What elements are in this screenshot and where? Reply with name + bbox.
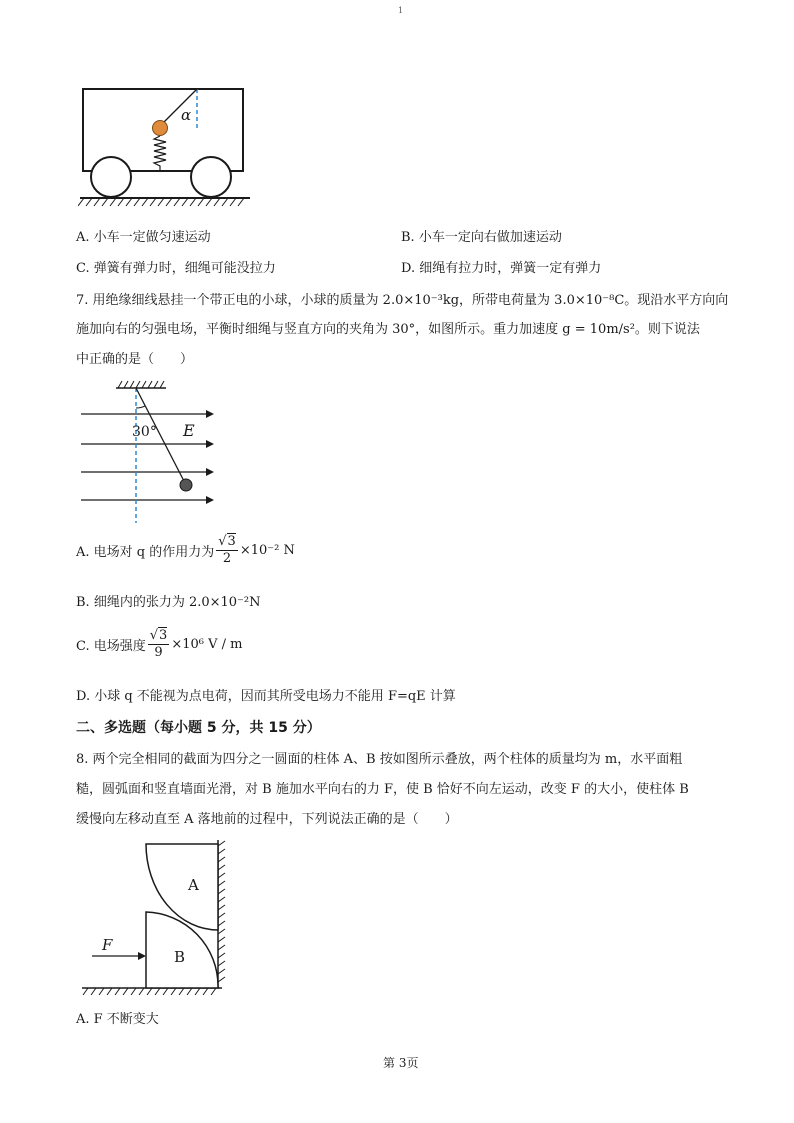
cart-figure xyxy=(78,85,258,215)
q7-option-c-suffix: ×10⁶ V / m xyxy=(171,637,243,652)
q6-option-b: B. 小车一定向右做加速运动 xyxy=(401,230,562,245)
q7-option-a-fraction: $\frac{√3}{2}$ xyxy=(218,534,236,566)
force-f-label: F xyxy=(102,936,113,954)
q7-option-b: B. 细绳内的张力为 2.0×10⁻²N xyxy=(76,595,261,610)
q8-stem-line-1: 8. 两个完全相同的截面为四分之一圆面的柱体 A、B 按如图所示叠放，两个柱体的质量均为 m，水平面粗 xyxy=(76,752,683,767)
label-b: B xyxy=(174,948,186,966)
ball xyxy=(153,121,168,136)
q7-option-d: D. 小球 q 不能视为点电荷，因而其所受电场力不能用 F=qE 计算 xyxy=(76,689,456,704)
electric-field-figure xyxy=(76,378,216,523)
q7-option-c-denominator: 9 xyxy=(154,645,163,660)
page-marker: 1 xyxy=(398,6,404,15)
ground-hatch xyxy=(78,198,244,206)
q6-option-a: A. 小车一定做匀速运动 xyxy=(76,230,211,245)
q7-option-a-numerator: 3 xyxy=(227,534,236,549)
angle-alpha-label: α xyxy=(181,106,192,124)
page-number: 第 3页 xyxy=(383,1056,419,1070)
q7-option-c-prefix: C. 电场强度 xyxy=(76,639,146,654)
q6-option-c: C. 弹簧有弹力时，细绳可能没拉力 xyxy=(76,261,276,276)
q7-stem-line-3: 中正确的是（ ） xyxy=(76,352,194,367)
angle-arc xyxy=(136,406,145,408)
field-e-label: E xyxy=(183,421,195,440)
label-a: A xyxy=(188,876,199,894)
charged-ball xyxy=(180,479,192,491)
q7-stem-line-1: 7. 用绝缘细线悬挂一个带正电的小球，小球的质量为 2.0×10⁻³kg，所带电荷量为 3.0×10⁻⁸C。现沿水平方向向 xyxy=(76,293,729,308)
q7-option-c-numerator: 3 xyxy=(159,628,168,643)
left-wheel xyxy=(91,157,131,197)
q7-option-a-prefix: A. 电场对 q 的作用力为 xyxy=(76,545,215,560)
q7-option-a xyxy=(76,534,295,567)
ground-hatch xyxy=(83,988,216,995)
right-wheel xyxy=(191,157,231,197)
q6-option-d: D. 细绳有拉力时，弹簧一定有弹力 xyxy=(401,261,602,276)
spring xyxy=(154,136,166,171)
string-line xyxy=(161,89,197,125)
q7-stem-line-2: 施加向右的匀强电场，平衡时细绳与竖直方向的夹角为 30°，如图所示。重力加速度 g = 10m/s²。则下说法 xyxy=(76,322,700,337)
q8-option-a: A. F 不断变大 xyxy=(76,1012,159,1027)
wall-hatch xyxy=(218,841,225,982)
q8-stem-line-3: 缓慢向左移动直至 A 落地前的过程中，下列说法正确的是（ ） xyxy=(76,812,458,827)
q7-option-a-suffix: ×10⁻² N xyxy=(239,543,295,558)
section-2-heading: 二、多选题（每小题 5 分，共 15 分） xyxy=(76,720,321,736)
quarter-cylinder-figure xyxy=(82,840,232,998)
ceiling-hatch xyxy=(118,381,164,388)
force-arrowhead xyxy=(138,952,146,960)
q7-option-a-denominator: 2 xyxy=(222,551,232,566)
q7-option-c xyxy=(76,628,242,661)
q7-option-c-fraction: $\frac{√3}{9}$ xyxy=(149,628,168,660)
q8-stem-line-2: 糙，圆弧面和竖直墙面光滑，对 B 施加水平向右的力 F，使 B 恰好不向左运动，改变 F 的大小，使柱体 B xyxy=(76,782,689,797)
angle-30-label: 30° xyxy=(132,424,157,440)
